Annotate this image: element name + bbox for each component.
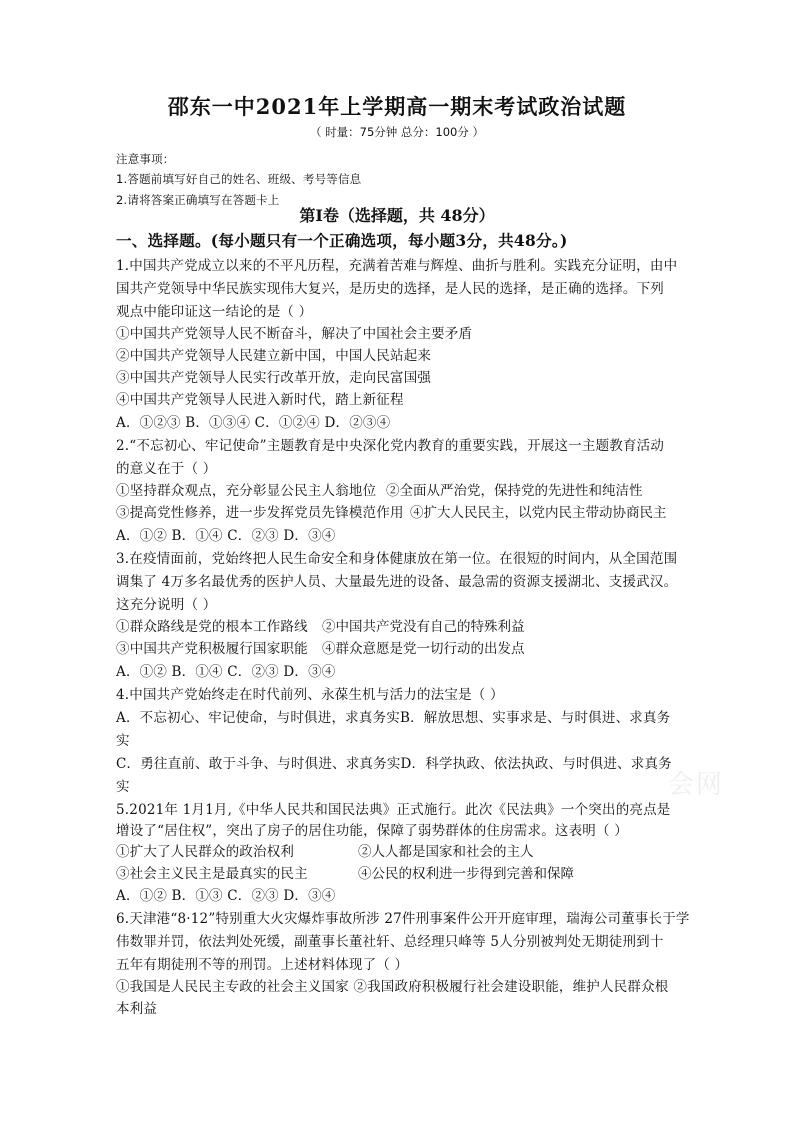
question-option: C．勇往直前、敢于斗争、与时俱进、求真务实D．科学执政、依法执政、与时俱进、求真务 [116, 756, 672, 772]
question-stem: 3.在疫情面前，党始终把人民生命安全和身体健康放在第一位。在很短的时间内，从全国范围 [116, 551, 678, 567]
notes-heading: 注意事项： [116, 152, 175, 166]
question-stem: 调集了 4万多名最优秀的医护人员、大量最先进的设备、最急需的资源支援湖北、支援武汉。 [116, 574, 678, 590]
exam-time-score: （ 时量：75分钟 总分：100分 ） [309, 125, 485, 139]
question-option: ④中国共产党领导人民进入新时代，踏上新征程 [116, 392, 404, 408]
question-option: ②人人都是国家和社会的主人 [358, 844, 534, 860]
answer-choices: A．①② B．①④ C．②③ D．③④ [116, 528, 336, 544]
question-stem: 5.2021年 1月1月,《中华人民共和国民法典》正式施行。此次《民法典》一个突出的亮点是 [116, 802, 671, 818]
notes-item: 1.答题前填写好自己的姓名、班级、考号等信息 [116, 172, 362, 186]
part-heading: 一、选择题。(每小题只有一个正确选项，每小题3分，共48分。) [116, 231, 568, 250]
question-option: ①我国是人民民主专政的社会主义国家 ②我国政府积极履行社会建设职能，维护人民群众根 [116, 979, 669, 995]
question-stem: 增设了“居住权”，突出了房子的居住功能，保障了弱势群体的住房需求。这表明（ ） [116, 823, 628, 839]
question-option: 实 [116, 733, 130, 749]
question-option: ①群众路线是党的根本工作路线 [116, 619, 308, 635]
question-option: ③社会主义民主是最真实的民主 [116, 866, 308, 882]
question-stem: 观点中能印证这一结论的是（ ） [116, 304, 313, 320]
question-stem: 的意义在于（ ） [116, 461, 217, 477]
question-option: 实 [116, 779, 130, 795]
question-stem: 国共产党领导中华民族实现伟大复兴，是历史的选择，是人民的选择，是正确的选择。下列 [116, 281, 664, 297]
question-option: ④群众意愿是党一切行动的出发点 [322, 641, 525, 657]
answer-choices: A．①② B．①④ C．②③ D．③④ [116, 664, 336, 680]
question-option: ①坚持群众观点，充分彰显公民主人翁地位 [116, 483, 377, 499]
question-option: ④扩大人民民主，以党内民主带动协商民主 [410, 505, 667, 521]
question-option: ③提高党性修养，进一步发挥党员先锋模范作用 [116, 505, 404, 521]
answer-choices: A．①②③ B．①③④ C．①②④ D．②③④ [116, 415, 391, 431]
watermark: 会网 [668, 770, 725, 800]
question-stem: 伟数罪并罚，依法判处死缓，副董事长董社轩、总经理只峰等 5人分别被判处无期徒刑到十 [116, 934, 664, 950]
question-option: ②中国共产党领导人民建立新中国，中国人民站起来 [116, 348, 432, 364]
question-stem: 五年有期徒刑不等的刑罚。上述材料体现了（ ） [116, 957, 409, 973]
answer-choices: A．①② B．①③ C．②③ D．③④ [116, 888, 336, 904]
question-option: ③中国共产党积极履行国家职能 [116, 641, 308, 657]
question-option: ①扩大了人民群众的政治权利 [116, 844, 295, 860]
question-stem: 6.天津港“8·12”特别重大火灾爆炸事故所涉 27件刑事案件公开开庭审理，瑞海公司董事长于学 [116, 911, 690, 927]
question-option: ②全面从严治党，保持党的先进性和纯洁性 [386, 483, 643, 499]
question-stem: 这充分说明（ ） [116, 597, 217, 613]
volume-title: 第Ⅰ卷（选择题，共 48分） [299, 206, 495, 225]
question-option: ①中国共产党领导人民不断奋斗，解决了中国社会主要矛盾 [116, 326, 473, 342]
exam-title: 邵东一中2021年上学期高一期末考试政治试题 [167, 94, 627, 119]
question-option: ③中国共产党领导人民实行改革开放，走向民富国强 [116, 370, 432, 386]
notes-item: 2.请将答案正确填写在答题卡上 [116, 193, 280, 207]
question-option: A．不忘初心、牢记使命，与时俱进，求真务实B．解放思想、实事求是、与时俱进、求真务 [116, 710, 671, 726]
question-option: ④公民的权利进一步得到完善和保障 [358, 866, 574, 882]
question-option: ②中国共产党没有自己的特殊利益 [322, 619, 525, 635]
question-stem: 1.中国共产党成立以来的不平凡历程，充满着苦难与辉煌、曲折与胜利。实践充分证明，由中 [116, 258, 678, 274]
question-stem: 4.中国共产党始终走在时代前列、永葆生机与活力的法宝是（ ） [116, 687, 504, 703]
question-option: 本利益 [116, 1001, 158, 1017]
question-stem: 2.“不忘初心、牢记使命”主题教育是中央深化党内教育的重要实践，开展这一主题教育活动 [116, 438, 665, 454]
